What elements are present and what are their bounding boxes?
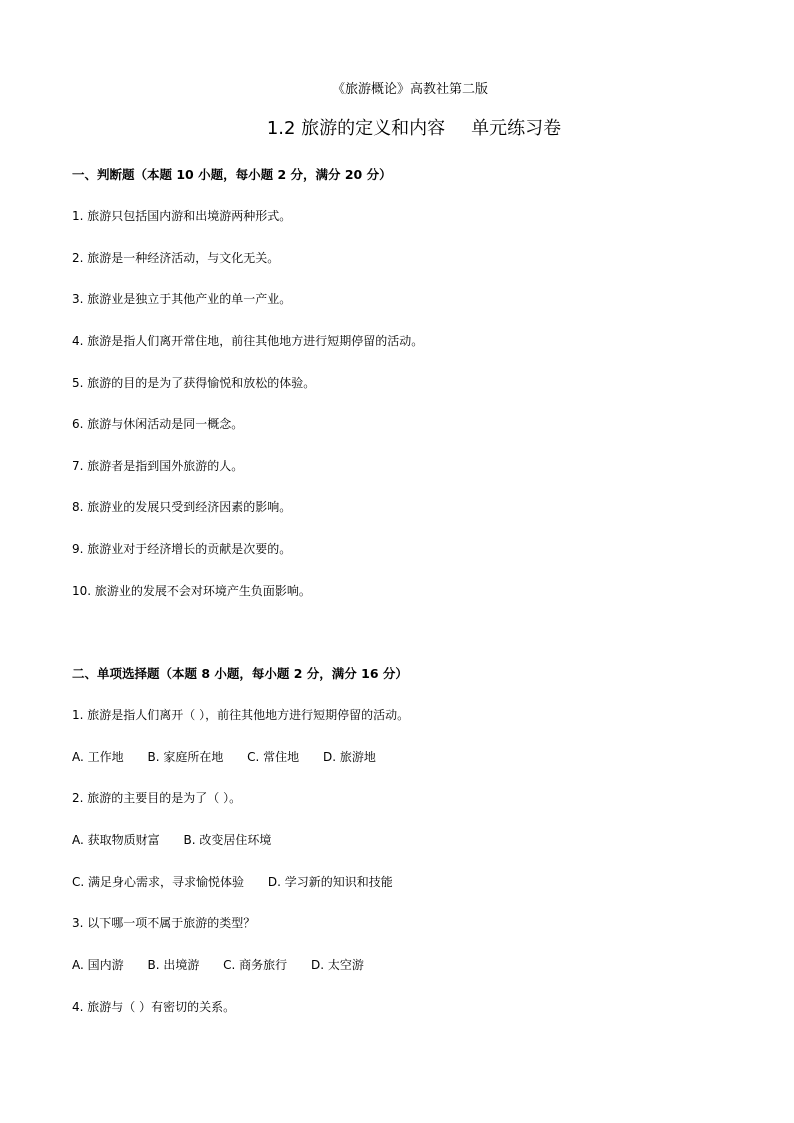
true-false-question: 4. 旅游是指人们离开常住地，前往其他地方进行短期停留的活动。 <box>72 334 424 348</box>
choice-options <box>72 874 393 890</box>
choice-option: C. 商务旅行 <box>223 958 288 972</box>
section-heading-true-false: 一、判断题（本题 10 小题，每小题 2 分，满分 20 分） <box>72 167 392 182</box>
page-title <box>0 118 794 140</box>
choice-option: A. 工作地 <box>72 750 124 764</box>
choice-option: C. 满足身心需求，寻求愉悦体验 <box>72 875 245 889</box>
choice-question: 3. 以下哪一项不属于旅游的类型？ <box>72 916 256 930</box>
true-false-question: 1. 旅游只包括国内游和出境游两种形式。 <box>72 209 292 223</box>
document-subtitle: 《旅游概论》高教社第二版 <box>331 82 488 97</box>
choice-options <box>72 832 271 848</box>
choice-question: 1. 旅游是指人们离开（ ），前往其他地方进行短期停留的活动。 <box>72 708 410 722</box>
true-false-question: 2. 旅游是一种经济活动，与文化无关。 <box>72 251 280 265</box>
choice-option: B. 改变居住环境 <box>183 833 272 847</box>
title-suffix: 单元练习卷 <box>471 118 562 139</box>
choice-question: 4. 旅游与（ ）有密切的关系。 <box>72 1000 236 1014</box>
true-false-question: 7. 旅游者是指到国外旅游的人。 <box>72 459 244 473</box>
choice-option: C. 常住地 <box>247 750 300 764</box>
choice-option: D. 旅游地 <box>323 750 376 764</box>
choice-option: D. 学习新的知识和技能 <box>267 875 393 889</box>
choice-options <box>72 957 364 973</box>
choice-question: 2. 旅游的主要目的是为了（ ）。 <box>72 791 242 805</box>
true-false-question: 10. 旅游业的发展不会对环境产生负面影响。 <box>72 584 311 598</box>
true-false-question: 3. 旅游业是独立于其他产业的单一产业。 <box>72 292 292 306</box>
true-false-question: 6. 旅游与休闲活动是同一概念。 <box>72 417 244 431</box>
choice-options <box>72 749 376 765</box>
choice-option: B. 出境游 <box>147 958 200 972</box>
choice-option: D. 太空游 <box>311 958 364 972</box>
choice-option: B. 家庭所在地 <box>147 750 224 764</box>
choice-option: A. 获取物质财富 <box>72 833 160 847</box>
section-heading-single-choice: 二、单项选择题（本题 8 小题，每小题 2 分，满分 16 分） <box>72 666 408 681</box>
true-false-question: 8. 旅游业的发展只受到经济因素的影响。 <box>72 500 292 514</box>
true-false-question: 9. 旅游业对于经济增长的贡献是次要的。 <box>72 542 292 556</box>
true-false-question: 5. 旅游的目的是为了获得愉悦和放松的体验。 <box>72 376 316 390</box>
title-main: 1.2 旅游的定义和内容 <box>266 118 446 139</box>
choice-option: A. 国内游 <box>72 958 124 972</box>
